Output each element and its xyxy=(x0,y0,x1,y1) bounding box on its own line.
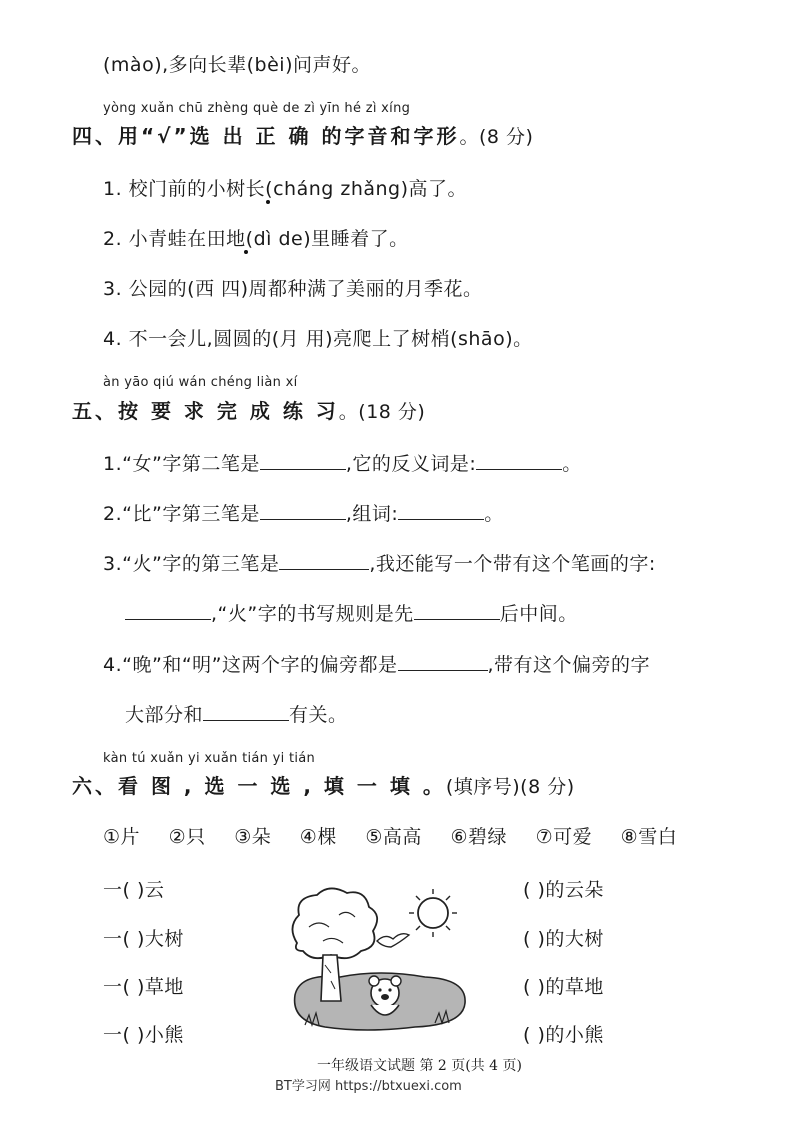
fill-right-4[interactable]: ( )的小熊 xyxy=(523,1024,604,1046)
q3-blank-2[interactable] xyxy=(125,601,211,620)
footer-page-info: 一年级语文试题 第 2 页(共 4 页) xyxy=(317,1058,522,1074)
q3-text: 3.“火”字的第三笔是 xyxy=(103,553,280,575)
section4-pinyin: yòng xuǎn chū zhèng què de zì yīn hé zì xíng xyxy=(103,101,411,116)
option-2: ②只 xyxy=(168,826,206,848)
options-row xyxy=(103,822,677,849)
q1-blank-1[interactable] xyxy=(260,451,346,470)
option-6: ⑥碧绿 xyxy=(450,826,508,848)
emphasis-dot xyxy=(266,200,270,204)
q3-end: 后中间。 xyxy=(499,603,578,625)
fill-left-1[interactable]: 一( )云 xyxy=(103,879,165,901)
q4-text: 4.“晚”和“明”这两个字的偏旁都是 xyxy=(103,654,398,676)
section5-heading: 五、按 要 求 完 成 练 习 xyxy=(72,399,339,423)
q1-blank-2[interactable] xyxy=(476,451,562,470)
section6-pinyin: kàn tú xuǎn yi xuǎn tián yi tián xyxy=(103,751,316,766)
q2-end: 。 xyxy=(484,503,504,525)
section6-score: (填序号)(8 分) xyxy=(445,776,575,798)
q3-blank-1[interactable] xyxy=(279,551,369,570)
section5-q4 xyxy=(103,650,650,677)
fill-right-1[interactable]: ( )的云朵 xyxy=(523,879,604,901)
q1-text-2: ,它的反义词是: xyxy=(345,453,477,475)
option-3: ③朵 xyxy=(234,826,272,848)
fill-right-3[interactable]: ( )的草地 xyxy=(523,976,604,998)
section5-q3-cont xyxy=(125,599,578,626)
section5-q1 xyxy=(103,449,582,476)
q2-text-2: ,组词: xyxy=(345,503,399,525)
q3-text-3: ,“火”字的书写规则是先 xyxy=(211,603,414,625)
q4-text-3: 大部分和 xyxy=(125,704,204,726)
section6-heading-row xyxy=(72,770,575,799)
section4-heading-row xyxy=(72,120,533,149)
section4-item-1: 1. 校门前的小树长(cháng zhǎng)高了。 xyxy=(103,178,468,200)
fill-right-2[interactable]: ( )的大树 xyxy=(523,928,604,950)
option-7: ⑦可爱 xyxy=(535,826,593,848)
footer-site[interactable]: BT学习网 https://btxuexi.com xyxy=(275,1079,462,1094)
fill-left-4[interactable]: 一( )小熊 xyxy=(103,1024,184,1046)
q4-text-2: ,带有这个偏旁的字 xyxy=(487,654,651,676)
q3-blank-3[interactable] xyxy=(414,601,500,620)
section4-item-3: 3. 公园的(西 四)周都种满了美丽的月季花。 xyxy=(103,278,483,300)
scene-illustration xyxy=(285,885,475,1040)
section6-heading: 六、看 图 , 选 一 选 , 填 一 填 。 xyxy=(72,774,446,798)
q2-blank-1[interactable] xyxy=(260,501,346,520)
q1-end: 。 xyxy=(562,453,582,475)
q4-blank-2[interactable] xyxy=(203,702,289,721)
section5-q3 xyxy=(103,549,656,576)
fill-left-3[interactable]: 一( )草地 xyxy=(103,976,184,998)
q4-end: 有关。 xyxy=(289,704,348,726)
fill-left-2[interactable]: 一( )大树 xyxy=(103,928,184,950)
intro-line: (mào),多向长辈(bèi)问声好。 xyxy=(103,54,371,76)
section5-pinyin: àn yāo qiú wán chéng liàn xí xyxy=(103,375,298,390)
section5-score: 。(18 分) xyxy=(338,401,426,423)
section5-q2 xyxy=(103,499,504,526)
option-8: ⑧雪白 xyxy=(620,826,678,848)
section4-item-4: 4. 不一会儿,圆圆的(月 用)亮爬上了树梢(shāo)。 xyxy=(103,328,533,350)
q1-text: 1.“女”字第二笔是 xyxy=(103,453,260,475)
q2-blank-2[interactable] xyxy=(398,501,484,520)
section4-heading: 四、用“√”选 出 正 确 的字音和字形 xyxy=(72,124,460,148)
q4-blank-1[interactable] xyxy=(398,652,488,671)
q2-text: 2.“比”字第三笔是 xyxy=(103,503,260,525)
section5-heading-row xyxy=(72,395,425,424)
option-1: ①片 xyxy=(103,826,141,848)
q3-text-2: ,我还能写一个带有这个笔画的字: xyxy=(369,553,656,575)
emphasis-dot xyxy=(244,250,248,254)
option-4: ④棵 xyxy=(299,826,337,848)
section4-score: 。(8 分) xyxy=(459,126,534,148)
option-5: ⑤高高 xyxy=(365,826,422,848)
section4-item-2: 2. 小青蛙在田地(dì de)里睡着了。 xyxy=(103,228,409,250)
section5-q4-cont xyxy=(125,700,348,727)
